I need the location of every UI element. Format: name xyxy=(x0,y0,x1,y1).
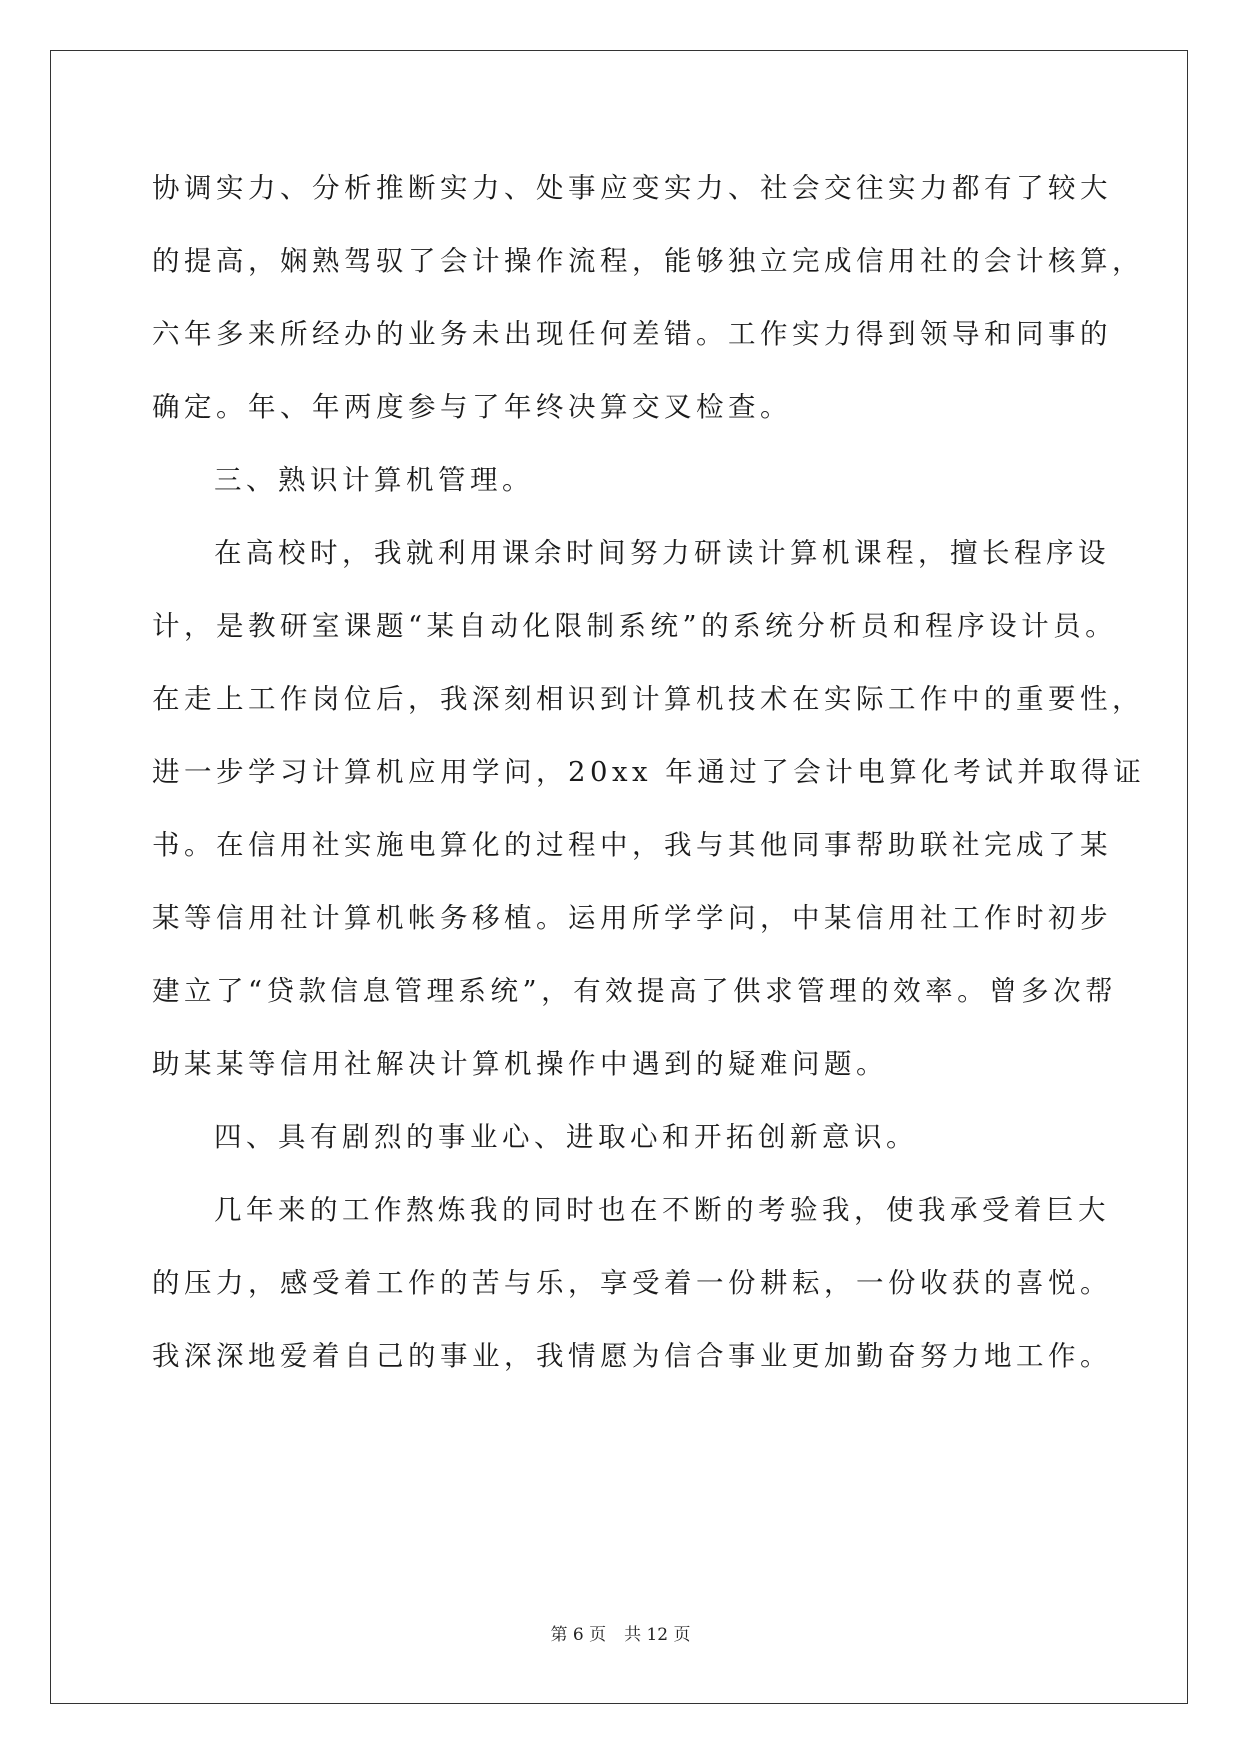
text-line: 我深深地爱着自己的事业，我情愿为信合事业更加勤奋努力地工作。 xyxy=(152,1340,1112,1372)
page-number: 第 6 页 xyxy=(550,1625,607,1645)
page-total: 共 12 页 xyxy=(624,1625,691,1645)
text-line: 计，是教研室课题“某自动化限制系统”的系统分析员和程序设计员。 xyxy=(152,610,1118,642)
text-line: 在走上工作岗位后，我深刻相识到计算机技术在实际工作中的重要性， xyxy=(152,683,1144,715)
text-line: 的压力，感受着工作的苦与乐，享受着一份耕耘，一份收获的喜悦。 xyxy=(152,1267,1112,1299)
text-line: 某等信用社计算机帐务移植。运用所学学问，中某信用社工作时初步 xyxy=(152,902,1112,934)
text-line: 的提高，娴熟驾驭了会计操作流程，能够独立完成信用社的会计核算， xyxy=(152,245,1144,277)
text-line: 书。在信用社实施电算化的过程中，我与其他同事帮助联社完成了某 xyxy=(152,829,1112,861)
text-line: 确定。年、年两度参与了年终决算交叉检查。 xyxy=(152,391,792,423)
text-line: 进一步学习计算机应用学问，20xx 年通过了会计电算化考试并取得证 xyxy=(152,756,1146,788)
text-line: 协调实力、分析推断实力、处事应变实力、社会交往实力都有了较大 xyxy=(152,172,1112,204)
section-heading: 三、熟识计算机管理。 xyxy=(214,464,534,496)
text-line: 建立了“贷款信息管理系统”，有效提高了供求管理的效率。曾多次帮 xyxy=(152,975,1118,1007)
text-line: 六年多来所经办的业务未出现任何差错。工作实力得到领导和同事的 xyxy=(152,318,1112,350)
page-frame xyxy=(50,50,1188,1704)
text-line: 在高校时，我就利用课余时间努力研读计算机课程，擅长程序设 xyxy=(214,537,1110,569)
text-line: 几年来的工作熬炼我的同时也在不断的考验我，使我承受着巨大 xyxy=(214,1194,1110,1226)
text-line: 助某某等信用社解决计算机操作中遇到的疑难问题。 xyxy=(152,1048,888,1080)
page-footer xyxy=(0,1620,1241,1645)
section-heading: 四、具有剧烈的事业心、进取心和开拓创新意识。 xyxy=(214,1121,918,1153)
